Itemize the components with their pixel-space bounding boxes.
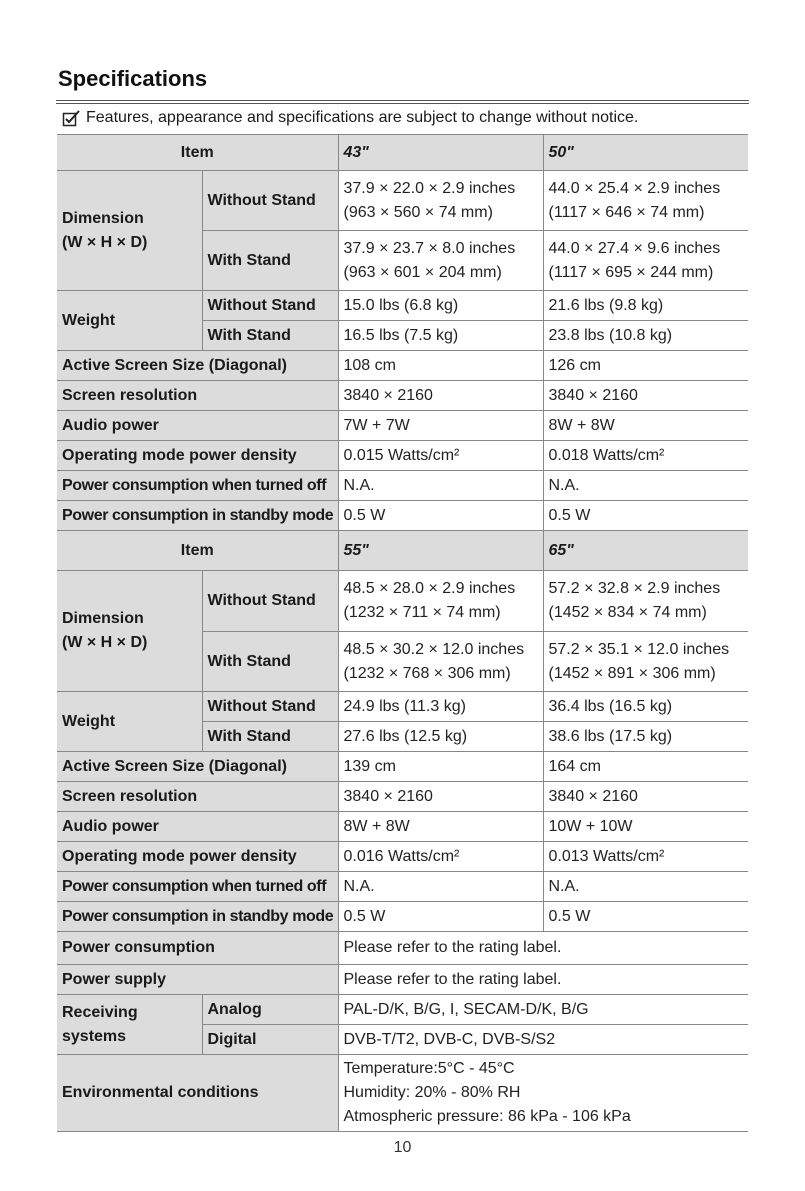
weight-label: Weight [57, 291, 202, 351]
with-stand-label: With Stand [202, 632, 338, 692]
power-supply-value: Please refer to the rating label. [338, 965, 748, 995]
power-off-43: N.A. [338, 471, 543, 501]
weight-without-stand-55: 24.9 lbs (11.3 kg) [338, 692, 543, 722]
digital-label: Digital [202, 1025, 338, 1055]
dimension-without-stand-65: 57.2 × 32.8 × 2.9 inches (1452 × 834 × 74 mm) [543, 571, 748, 632]
power-standby-label: Power consumption in standby mode [57, 902, 338, 932]
table-row [57, 995, 748, 1025]
table-row [57, 902, 748, 932]
model-header-43: 43" [338, 135, 543, 171]
active-screen-size-55: 139 cm [338, 752, 543, 782]
active-screen-size-50: 126 cm [543, 351, 748, 381]
receiving-systems-label: Receiving systems [57, 995, 202, 1055]
table-row [57, 812, 748, 842]
screen-resolution-65: 3840 × 2160 [543, 782, 748, 812]
power-standby-50: 0.5 W [543, 501, 748, 531]
model-header-65: 65" [543, 531, 748, 571]
item-header: Item [57, 531, 338, 571]
weight-with-stand-50: 23.8 lbs (10.8 kg) [543, 321, 748, 351]
analog-value: PAL-D/K, B/G, I, SECAM-D/K, B/G [338, 995, 748, 1025]
table-row [57, 842, 748, 872]
specifications-table [57, 134, 748, 1132]
dimension-with-stand-55: 48.5 × 30.2 × 12.0 inches (1232 × 768 × 306 mm) [338, 632, 543, 692]
power-off-65: N.A. [543, 872, 748, 902]
table-row [57, 381, 748, 411]
screen-resolution-label: Screen resolution [57, 782, 338, 812]
title-rule-secondary [56, 103, 749, 104]
table-row [57, 571, 748, 632]
without-stand-label: Without Stand [202, 291, 338, 321]
table-row [57, 872, 748, 902]
pressure-value: Atmospheric pressure: 86 kPa - 106 kPa [343, 1108, 631, 1125]
power-density-43: 0.015 Watts/cm² [338, 441, 543, 471]
table-row [57, 752, 748, 782]
audio-power-50: 8W + 8W [543, 411, 748, 441]
table-header-row [57, 135, 748, 171]
screen-resolution-label: Screen resolution [57, 381, 338, 411]
without-stand-label: Without Stand [202, 171, 338, 231]
power-density-label: Operating mode power density [57, 441, 338, 471]
active-screen-size-65: 164 cm [543, 752, 748, 782]
dimension-with-stand-43: 37.9 × 23.7 × 8.0 inches (963 × 601 × 204 mm) [338, 231, 543, 291]
dimension-with-stand-50: 44.0 × 27.4 × 9.6 inches (1117 × 695 × 244 mm) [543, 231, 748, 291]
audio-power-43: 7W + 7W [338, 411, 543, 441]
weight-without-stand-65: 36.4 lbs (16.5 kg) [543, 692, 748, 722]
dimension-label: Dimension (W × H × D) [57, 571, 202, 692]
dimension-label: Dimension (W × H × D) [57, 171, 202, 291]
screen-resolution-50: 3840 × 2160 [543, 381, 748, 411]
power-off-label: Power consumption when turned off [57, 872, 338, 902]
weight-with-stand-65: 38.6 lbs (17.5 kg) [543, 722, 748, 752]
power-density-50: 0.018 Watts/cm² [543, 441, 748, 471]
power-density-label: Operating mode power density [57, 842, 338, 872]
power-standby-43: 0.5 W [338, 501, 543, 531]
audio-power-55: 8W + 8W [338, 812, 543, 842]
table-row [57, 171, 748, 231]
audio-power-label: Audio power [57, 411, 338, 441]
power-consumption-value: Please refer to the rating label. [338, 932, 748, 965]
active-screen-size-43: 108 cm [338, 351, 543, 381]
notice-text: Features, appearance and specifications are subject to change without notice. [86, 109, 639, 126]
table-row [57, 291, 748, 321]
without-stand-label: Without Stand [202, 692, 338, 722]
active-screen-size-label: Active Screen Size (Diagonal) [57, 351, 338, 381]
table-row [57, 501, 748, 531]
power-density-65: 0.013 Watts/cm² [543, 842, 748, 872]
checkbox-pencil-icon [62, 109, 82, 127]
table-header-row [57, 531, 748, 571]
analog-label: Analog [202, 995, 338, 1025]
title-rule [56, 100, 749, 101]
power-off-label: Power consumption when turned off [57, 471, 338, 501]
table-row [57, 471, 748, 501]
table-row [57, 692, 748, 722]
power-off-50: N.A. [543, 471, 748, 501]
power-standby-55: 0.5 W [338, 902, 543, 932]
weight-label: Weight [57, 692, 202, 752]
temperature-value: Temperature:5°C - 45°C [343, 1060, 515, 1077]
model-header-50: 50" [543, 135, 748, 171]
weight-without-stand-43: 15.0 lbs (6.8 kg) [338, 291, 543, 321]
environmental-conditions-value [338, 1055, 748, 1132]
page-title: Specifications [58, 66, 208, 91]
with-stand-label: With Stand [202, 321, 338, 351]
with-stand-label: With Stand [202, 231, 338, 291]
weight-without-stand-50: 21.6 lbs (9.8 kg) [543, 291, 748, 321]
dimension-without-stand-43: 37.9 × 22.0 × 2.9 inches (963 × 560 × 74 mm) [338, 171, 543, 231]
without-stand-label: Without Stand [202, 571, 338, 632]
digital-value: DVB-T/T2, DVB-C, DVB-S/S2 [338, 1025, 748, 1055]
table-row [57, 441, 748, 471]
table-row [57, 411, 748, 441]
active-screen-size-label: Active Screen Size (Diagonal) [57, 752, 338, 782]
table-row [57, 782, 748, 812]
page-number: 10 [393, 1139, 412, 1156]
power-density-55: 0.016 Watts/cm² [338, 842, 543, 872]
audio-power-65: 10W + 10W [543, 812, 748, 842]
power-supply-label: Power supply [57, 965, 338, 995]
power-standby-label: Power consumption in standby mode [57, 501, 338, 531]
table-row [57, 965, 748, 995]
with-stand-label: With Stand [202, 722, 338, 752]
power-standby-65: 0.5 W [543, 902, 748, 932]
dimension-without-stand-50: 44.0 × 25.4 × 2.9 inches (1117 × 646 × 74 mm) [543, 171, 748, 231]
environmental-conditions-label: Environmental conditions [57, 1055, 338, 1132]
dimension-without-stand-55: 48.5 × 28.0 × 2.9 inches (1232 × 711 × 74 mm) [338, 571, 543, 632]
power-off-55: N.A. [338, 872, 543, 902]
table-row [57, 932, 748, 965]
weight-with-stand-55: 27.6 lbs (12.5 kg) [338, 722, 543, 752]
table-row [57, 351, 748, 381]
humidity-value: Humidity: 20% - 80% RH [343, 1084, 521, 1101]
weight-with-stand-43: 16.5 lbs (7.5 kg) [338, 321, 543, 351]
screen-resolution-43: 3840 × 2160 [338, 381, 543, 411]
table-row [57, 1055, 748, 1132]
model-header-55: 55" [338, 531, 543, 571]
item-header: Item [57, 135, 338, 171]
dimension-with-stand-65: 57.2 × 35.1 × 12.0 inches (1452 × 891 × 306 mm) [543, 632, 748, 692]
screen-resolution-55: 3840 × 2160 [338, 782, 543, 812]
notice [62, 109, 638, 127]
power-consumption-label: Power consumption [57, 932, 338, 965]
audio-power-label: Audio power [57, 812, 338, 842]
